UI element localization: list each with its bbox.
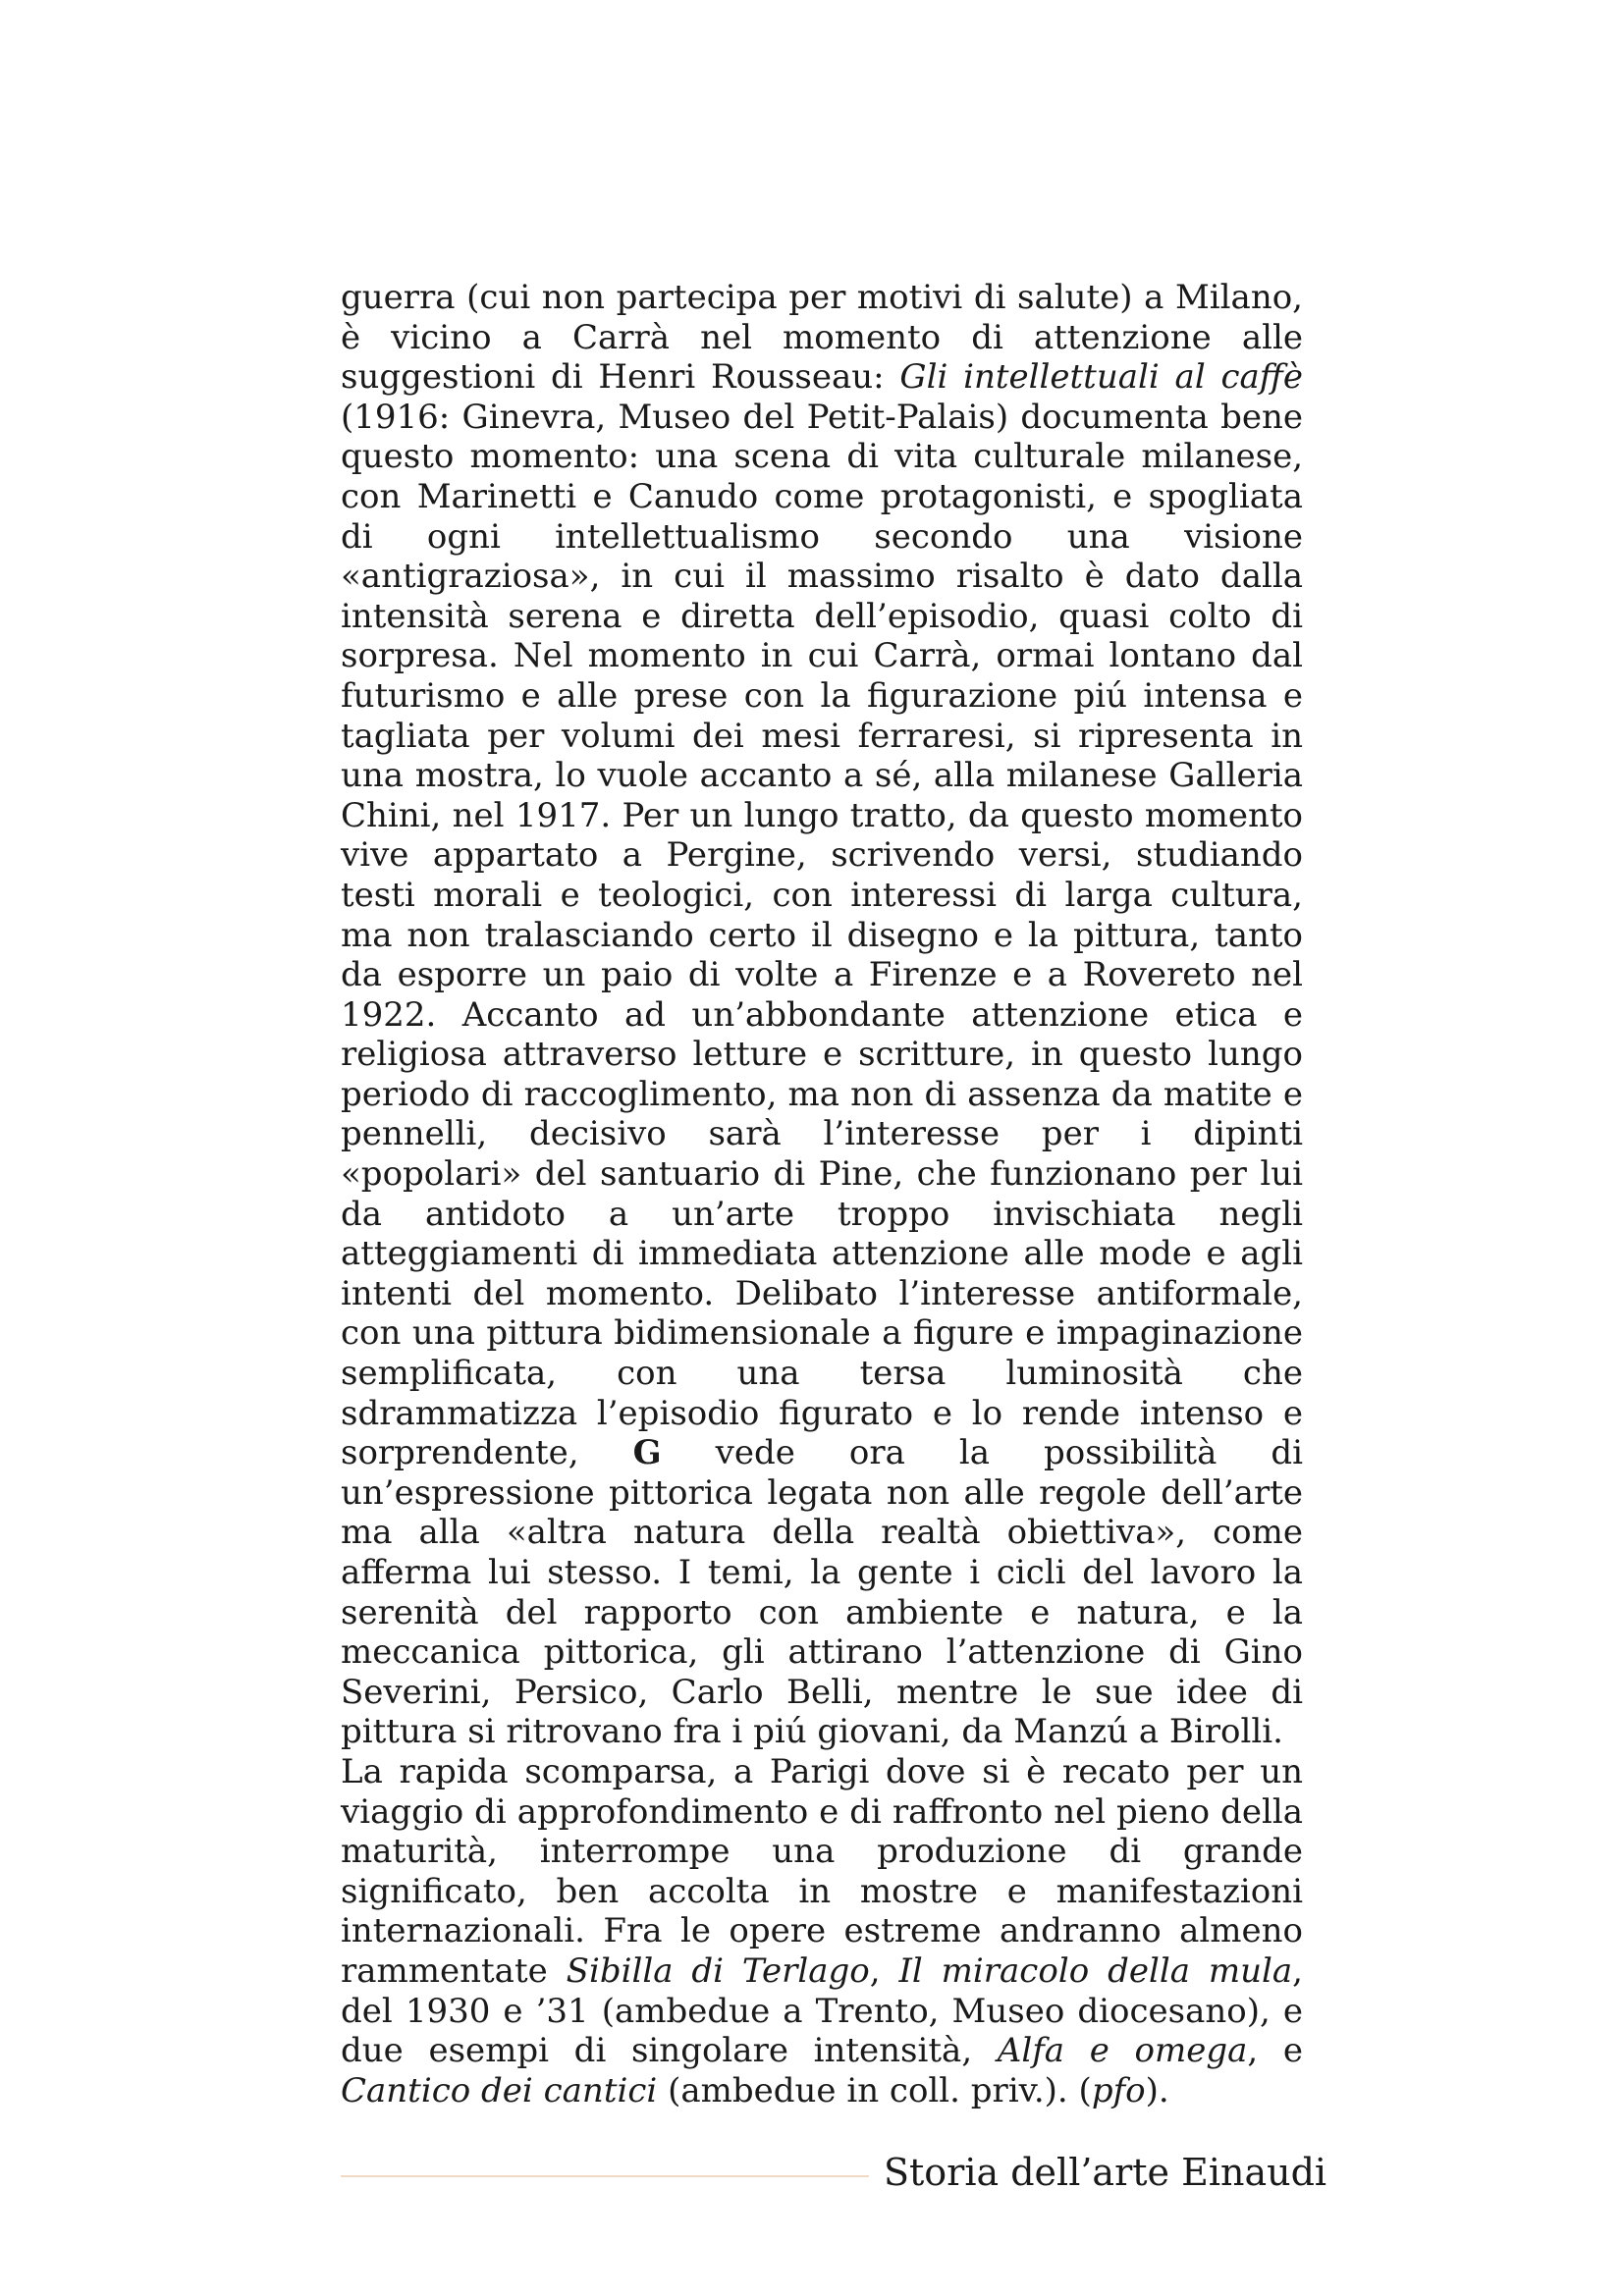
artist-initial: G: [632, 1433, 662, 1473]
paragraph-2: La rapida scomparsa, a Parigi dove si è recato per un viaggio di approfondimento e di raffronto nel pieno della maturità, interrompe una produzione di grande significato, ben accolta in mostre e manifestazioni internazionali. Fra le opere estreme andranno almeno rammentate Sibilla di Terlago, Il miracolo della mula, del 1930 e ’31 (ambedue a Trento, Museo diocesano), e due esempi di singolare intensità, Alfa e omega, e Cantico dei cantici (ambedue in coll. priv.). (pfo).: [341, 1751, 1303, 2110]
author-initials: pfo: [1091, 2070, 1146, 2110]
artwork-title: Sibilla di Terlago: [566, 1950, 870, 1991]
artwork-title: Cantico dei cantici: [341, 2070, 658, 2110]
body-text: [341, 278, 1303, 2110]
footer-rule: [341, 2175, 869, 2177]
artwork-title: Il miracolo della mula: [898, 1950, 1293, 1991]
artwork-title: Alfa e omega: [997, 2031, 1248, 2071]
paragraph-1: guerra (cui non partecipa per motivi di salute) a Milano, è vicino a Carrà nel momento di attenzione alle suggestioni di Henri Rousseau: Gli intellettuali al caffè (1916: Ginevra, Museo del Petit-Palais) documenta bene questo momento: una scena di vita culturale milanese, con Marinetti e Canudo come protagonisti, e spogliata di ogni intellettualismo secondo una visione «antigraziosa», in cui il massimo risalto è dato dalla intensità serena e diretta dell’episodio, quasi colto di sorpresa. Nel momento in cui Carrà, ormai lontano dal futurismo e alle prese con la figurazione piú intensa e tagliata per volumi dei mesi ferraresi, si ripresenta in una mostra, lo vuole accanto a sé, alla milanese Galleria Chini, nel 1917. Per un lungo tratto, da questo momento vive appartato a Pergine, scrivendo versi, studiando testi morali e teologici, con interessi di larga cultura, ma non tralasciando certo il disegno e la pittura, tanto da esporre un paio di volte a Firenze e a Rovereto nel 1922. Accanto ad un’abbondante attenzione etica e religiosa attraverso letture e scritture, in questo lungo periodo di raccoglimento, ma non di assenza da matite e pennelli, decisivo sarà l’interesse per i dipinti «popolari» del santuario di Pine, che funzionano per lui da antidoto a un’arte troppo invischiata negli atteggiamenti di immediata attenzione alle mode e agli intenti del momento. Delibato l’interesse antiformale, con una pittura bidimensionale a figure e impaginazione semplificata, con una tersa luminosità che sdrammatizza l’episodio figurato e lo rende intenso e sorprendente, G vede ora la possibilità di un’espressione pittorica legata non alle regole dell’arte ma alla «altra natura della realtà obiettiva», come afferma lui stesso. I temi, la gente i cicli del lavoro la serenità del rapporto con ambiente e natura, e la meccanica pittorica, gli attirano l’attenzione di Gino Severini, Persico, Carlo Belli, mentre le sue idee di pittura si ritrovano fra i piú giovani, da Manzú a Birolli.: [341, 278, 1303, 1752]
footer-title: Storia dell’arte Einaudi: [884, 2151, 1327, 2194]
artwork-title: Gli intellettuali al caffè: [899, 357, 1303, 398]
